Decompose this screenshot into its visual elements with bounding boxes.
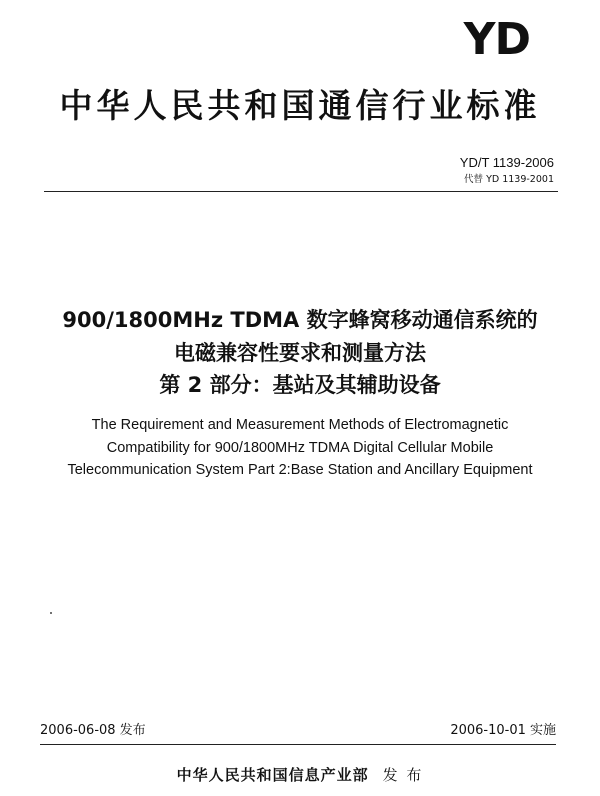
- english-title-line-1: The Requirement and Measurement Methods of Electromagnetic: [91, 417, 509, 433]
- issuer-suffix: 发 布: [382, 766, 424, 784]
- chinese-title-line-2: 电磁兼容性要求和测量方法: [174, 341, 426, 365]
- scan-speck: [50, 612, 52, 614]
- chinese-title-line-1: 900/1800MHz TDMA 数字蜂窝移动通信系统的: [62, 308, 538, 332]
- replaces-standard: 代替 YD 1139-2001: [464, 174, 554, 185]
- footer-divider: [40, 744, 556, 745]
- standard-logo: YD: [463, 14, 530, 65]
- issue-date: 2006-06-08 发布: [40, 723, 146, 738]
- english-title-line-2: Compatibility for 900/1800MHz TDMA Digital Cellular Mobile: [106, 440, 494, 456]
- english-title-line-3: Telecommunication System Part 2:Base Station and Ancillary Equipment: [67, 462, 533, 478]
- issuing-authority: [0, 768, 600, 783]
- standard-number: YD/T 1139-2006: [459, 155, 554, 170]
- header-divider: [44, 191, 558, 192]
- chinese-title-line-3: 第 2 部分：基站及其辅助设备: [159, 373, 441, 397]
- implementation-date: 2006-10-01 实施: [450, 723, 556, 738]
- standard-category-title: 中华人民共和国通信行业标准: [59, 86, 541, 125]
- issuer-name: 中华人民共和国信息产业部: [176, 766, 369, 784]
